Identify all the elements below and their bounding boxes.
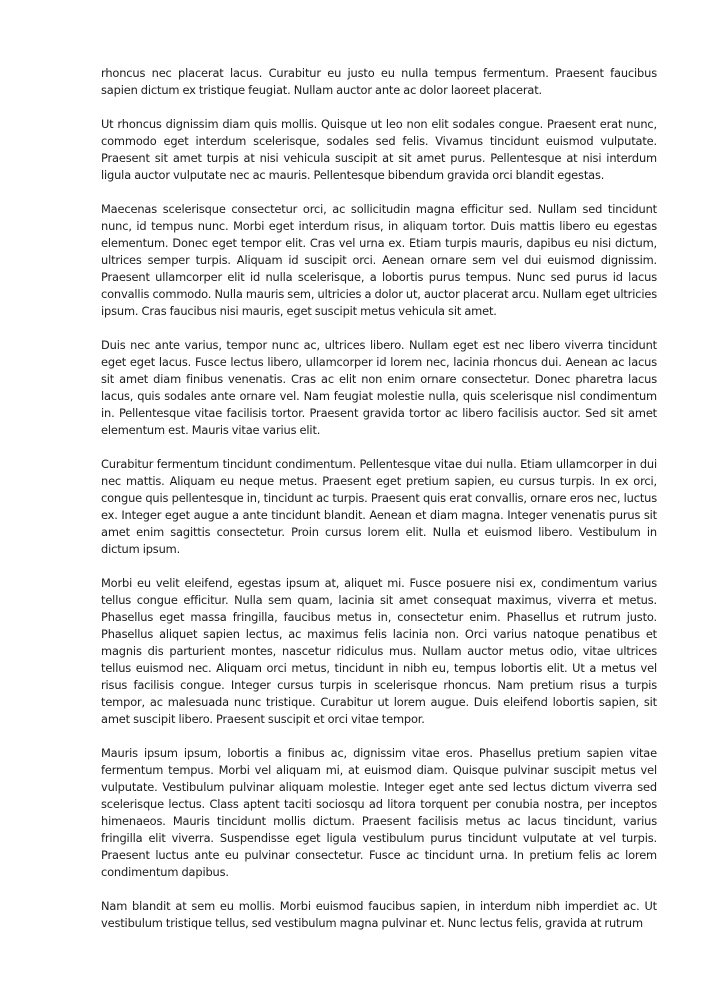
paragraph-2: Ut rhoncus dignissim diam quis mollis. Quisque ut leo non elit sodales congue. Praesent erat nunc, commodo eget interdum scelerisque, sodales sed felis. Vivamus tincidunt euismod vulputate. Praesent sit amet turpis at nisi vehicula suscipit at sit amet purus. Pellentesque at nisi interdum ligula auctor vulputate nec ac mauris. Pellentesque bibendum gravida orci blandit egestas. xyxy=(101,117,657,182)
paragraph-5: Curabitur fermentum tincidunt condimentum. Pellentesque vitae dui nulla. Etiam ullamcorper in dui nec mattis. Aliquam eu neque metus. Praesent eget pretium sapien, eu cursus turpis. In ex orci, congue quis pellentesque in, tincidunt ac turpis. Praesent quis erat convallis, ornare eros nec, luctus ex. Integer eget augue a ante tincidunt blandit. Aenean et diam magna. Integer venenatis purus sit amet enim sagittis consectetur. Proin cursus lorem elit. Nulla et euismod libero. Vestibulum in dictum ipsum. xyxy=(101,457,657,556)
paragraph-6: Morbi eu velit eleifend, egestas ipsum at, aliquet mi. Fusce posuere nisi ex, condimentum varius tellus congue efficitur. Nulla sem quam, lacinia sit amet consequat maximus, viverra et metus. Phasellus eget massa fringilla, faucibus metus in, consectetur enim. Phasellus et rutrum justo. Phasellus aliquet sapien lectus, ac maximus felis lacinia non. Orci varius natoque penatibus et magnis dis parturient montes, nascetur ridiculus mus. Nullam auctor metus odio, vitae ultrices tellus euismod nec. Aliquam orci metus, tincidunt in nibh eu, tempus lobortis elit. Ut a metus vel risus facilisis congue. Integer cursus turpis in scelerisque rhoncus. Nam pretium risus a turpis tempor, ac malesuada nunc tristique. Curabitur ut lorem augue. Duis eleifend lobortis sapien, sit amet suscipit libero. Praesent suscipit et orci vitae tempor. xyxy=(101,576,657,726)
paragraph-7: Mauris ipsum ipsum, lobortis a finibus ac, dignissim vitae eros. Phasellus pretium sapien vitae fermentum tempus. Morbi vel aliquam mi, at euismod diam. Quisque pulvinar suscipit metus vel vulputate. Vestibulum pulvinar aliquam molestie. Integer eget ante sed lectus dictum viverra sed scelerisque lectus. Class aptent taciti sociosqu ad litora torquent per conubia nostra, per inceptos himenaeos. Mauris tincidunt mollis dictum. Praesent facilisis metus ac lacus tincidunt, varius fringilla elit viverra. Suspendisse eget ligula vestibulum purus tincidunt vulputate at vel turpis. Praesent luctus ante eu pulvinar consectetur. Fusce ac tincidunt urna. In pretium felis ac lorem condimentum dapibus. xyxy=(101,746,657,879)
paragraph-1: rhoncus nec placerat lacus. Curabitur eu justo eu nulla tempus fermentum. Praesent faucibus sapien dictum ex tristique feugiat. Nullam auctor ante ac dolor laoreet placerat. xyxy=(101,66,657,97)
paragraph-8: Nam blandit at sem eu mollis. Morbi euismod faucibus sapien, in interdum nibh imperdiet ac. Ut vestibulum tristique tellus, sed vestibulum magna pulvinar et. Nunc lectus felis, gravida at rutrum xyxy=(101,899,657,930)
paragraph-4: Duis nec ante varius, tempor nunc ac, ultrices libero. Nullam eget est nec libero viverra tincidunt eget eget lacus. Fusce lectus libero, ullamcorper id lorem nec, lacinia rhoncus dui. Aenean ac lacus sit amet diam finibus venenatis. Cras ac elit non enim ornare consectetur. Donec pharetra lacus lacus, quis sodales ante ornare vel. Nam feugiat molestie nulla, quis scelerisque nisl condimentum in. Pellentesque vitae facilisis tortor. Praesent gravida tortor ac libero facilisis auctor. Sed sit amet elementum est. Mauris vitae varius elit. xyxy=(101,338,657,437)
paragraph-3: Maecenas scelerisque consectetur orci, ac sollicitudin magna efficitur sed. Nullam sed tincidunt nunc, id tempus nunc. Morbi eget interdum risus, in aliquam tortor. Duis mattis libero eu egestas elementum. Donec eget tempor elit. Cras vel urna ex. Etiam turpis mauris, dapibus eu nisi dictum, ultrices semper turpis. Aliquam id suscipit orci. Aenean ornare sem vel dui euismod dignissim. Praesent ullamcorper elit id nulla scelerisque, a lobortis purus tempus. Nunc sed purus id lacus convallis commodo. Nulla mauris sem, ultricies a dolor ut, auctor placerat arcu. Nullam eget ultricies ipsum. Cras faucibus nisi mauris, eget suscipit metus vehicula sit amet. xyxy=(101,202,657,318)
document-page xyxy=(101,65,657,949)
